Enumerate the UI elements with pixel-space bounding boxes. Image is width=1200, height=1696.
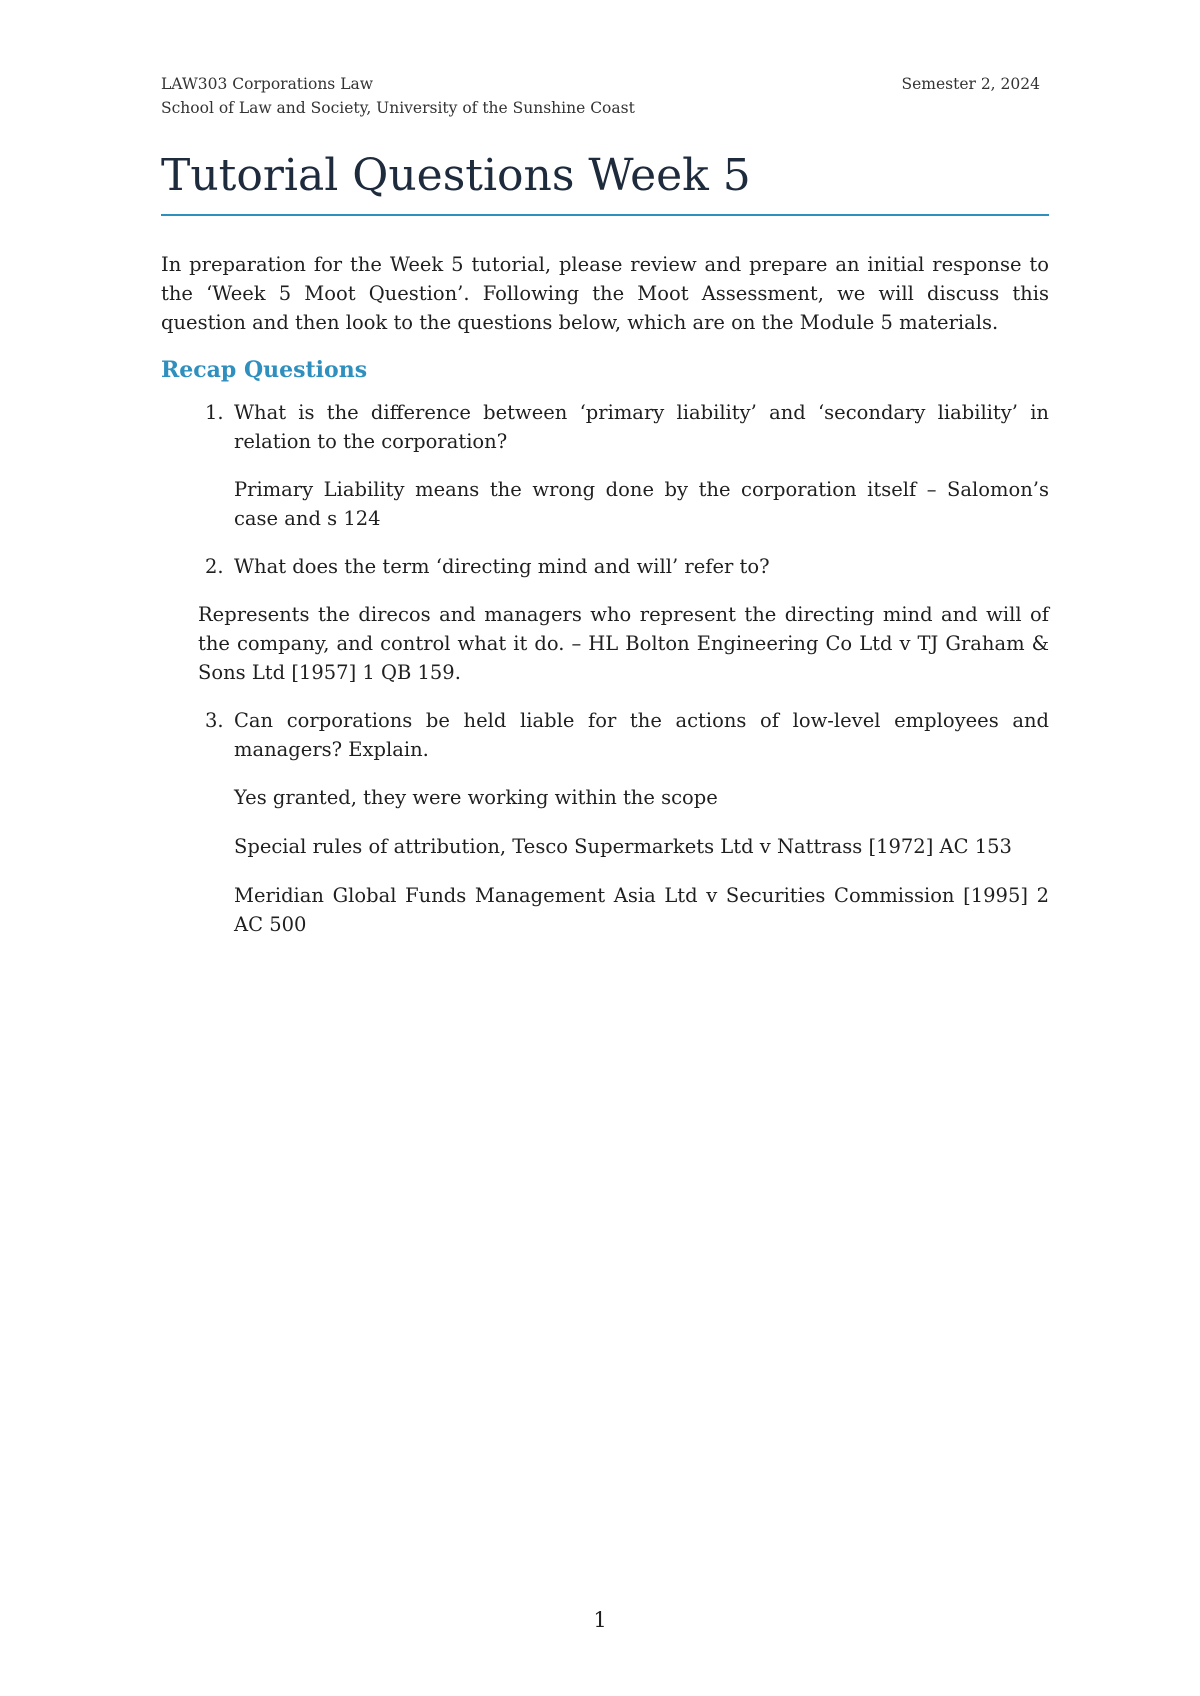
- school-name: School of Law and Society, University of the Sunshine Coast: [161, 99, 635, 117]
- answer-text: Primary Liability means the wrong done by the corporation itself – Salomon’s case and s 124: [234, 478, 1049, 530]
- page-title: Tutorial Questions Week 5: [161, 150, 751, 201]
- section-heading: Recap Questions: [161, 357, 368, 383]
- page-number: 1: [593, 1608, 607, 1632]
- question-text: What is the difference between ‘primary liability’ and ‘secondary liability’ in relation to the corporation?: [234, 401, 1049, 453]
- question-number: 2.: [205, 555, 224, 578]
- question-number: 1.: [205, 401, 224, 424]
- answer-text: Special rules of attribution, Tesco Supermarkets Ltd v Nattrass [1972] AC 153: [234, 835, 1012, 858]
- question-text: Can corporations be held liable for the actions of low-level employees and managers? Explain.: [234, 709, 1049, 761]
- question-number: 3.: [205, 709, 224, 732]
- answer-text: Yes granted, they were working within the scope: [234, 786, 718, 809]
- page-header-left: [161, 72, 635, 120]
- title-divider: [161, 214, 1049, 216]
- question-text: What does the term ‘directing mind and will’ refer to?: [234, 555, 770, 578]
- answer-text: Meridian Global Funds Management Asia Ltd v Securities Commission [1995] 2 AC 500: [234, 884, 1049, 936]
- intro-paragraph: In preparation for the Week 5 tutorial, please review and prepare an initial response to the ‘Week 5 Moot Question’. Following the Moot Assessment, we will discuss this question and then look to the questions below, which are on the Module 5 materials.: [161, 253, 1049, 334]
- course-name: LAW303 Corporations Law: [161, 75, 373, 93]
- answer-text: Represents the direcos and managers who represent the directing mind and will of the company, and control what it do. – HL Bolton Engineering Co Ltd v TJ Graham & Sons Ltd [1957] 1 QB 159.: [198, 603, 1049, 684]
- semester-label: Semester 2, 2024: [901, 75, 1040, 93]
